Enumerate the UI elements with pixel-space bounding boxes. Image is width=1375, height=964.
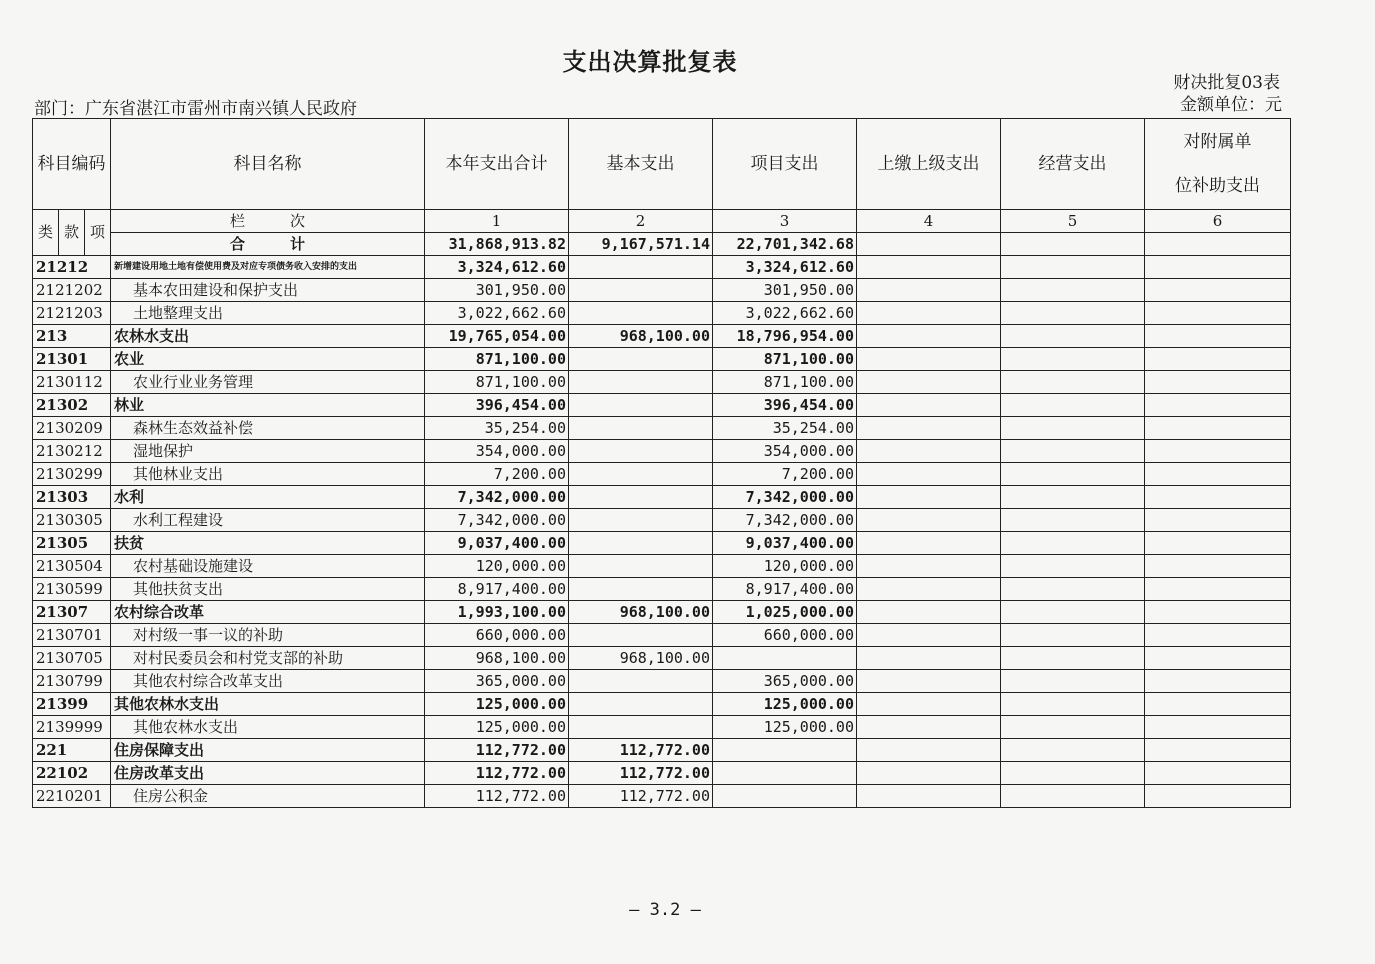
- row-code: 21307: [33, 601, 111, 624]
- row-basic: 968,100.00: [569, 601, 713, 624]
- row-subsidy: [1145, 348, 1291, 371]
- row-project: [713, 762, 857, 785]
- row-code: 2130305: [33, 509, 111, 532]
- row-upper: [857, 785, 1001, 808]
- row-total: 871,100.00: [425, 348, 569, 371]
- row-upper: [857, 325, 1001, 348]
- expenditure-table: [32, 118, 1291, 808]
- row-upper: [857, 394, 1001, 417]
- row-business: [1001, 624, 1145, 647]
- row-total: 354,000.00: [425, 440, 569, 463]
- table-row: [33, 624, 1291, 647]
- row-upper: [857, 601, 1001, 624]
- table-row: [33, 716, 1291, 739]
- row-basic: [569, 624, 713, 647]
- row-basic: [569, 463, 713, 486]
- row-project: 120,000.00: [713, 555, 857, 578]
- row-subsidy: [1145, 256, 1291, 279]
- header-subsidy: [1145, 119, 1291, 210]
- row-upper: [857, 486, 1001, 509]
- row-total: 125,000.00: [425, 716, 569, 739]
- table-row: [33, 279, 1291, 302]
- row-total: 120,000.00: [425, 555, 569, 578]
- row-business: [1001, 348, 1145, 371]
- table-row: [33, 785, 1291, 808]
- row-subsidy: [1145, 302, 1291, 325]
- row-name: 扶贫: [111, 532, 425, 555]
- row-basic: 112,772.00: [569, 785, 713, 808]
- row-upper: [857, 739, 1001, 762]
- row-total: 3,022,662.60: [425, 302, 569, 325]
- row-code: 21302: [33, 394, 111, 417]
- row-name: 农村综合改革: [111, 601, 425, 624]
- row-upper: [857, 670, 1001, 693]
- row-basic: [569, 555, 713, 578]
- row-subsidy: [1145, 532, 1291, 555]
- row-upper: [857, 348, 1001, 371]
- row-total: 19,765,054.00: [425, 325, 569, 348]
- row-upper: [857, 302, 1001, 325]
- row-name: 农村基础设施建设: [111, 555, 425, 578]
- row-basic: 968,100.00: [569, 325, 713, 348]
- row-basic: [569, 716, 713, 739]
- header-kuan: 款: [59, 210, 85, 256]
- row-code: 213: [33, 325, 111, 348]
- table-row: [33, 325, 1291, 348]
- row-upper: [857, 647, 1001, 670]
- table-row: [33, 463, 1291, 486]
- row-upper: [857, 279, 1001, 302]
- row-total: 112,772.00: [425, 785, 569, 808]
- row-code: 21399: [33, 693, 111, 716]
- row-basic: [569, 509, 713, 532]
- table-row: [33, 256, 1291, 279]
- table-row: [33, 348, 1291, 371]
- row-total: 9,037,400.00: [425, 532, 569, 555]
- total-row: [33, 233, 1291, 256]
- row-code: 21305: [33, 532, 111, 555]
- amount-unit-label: 金额单位：元: [1180, 95, 1282, 115]
- row-code: 2130799: [33, 670, 111, 693]
- table-row: [33, 693, 1291, 716]
- table-row: [33, 440, 1291, 463]
- column-number-3: 3: [713, 210, 857, 233]
- row-code: 2130209: [33, 417, 111, 440]
- row-subsidy: [1145, 693, 1291, 716]
- row-subsidy: [1145, 463, 1291, 486]
- row-subsidy: [1145, 371, 1291, 394]
- row-upper: [857, 693, 1001, 716]
- header-lei: 类: [33, 210, 59, 256]
- row-name: 湿地保护: [111, 440, 425, 463]
- table-row: [33, 532, 1291, 555]
- row-name: 住房改革支出: [111, 762, 425, 785]
- header-project: 项目支出: [713, 119, 857, 210]
- row-upper: [857, 532, 1001, 555]
- row-project: 18,796,954.00: [713, 325, 857, 348]
- row-upper: [857, 555, 1001, 578]
- row-total: 301,950.00: [425, 279, 569, 302]
- row-subsidy: [1145, 440, 1291, 463]
- row-business: [1001, 555, 1145, 578]
- table-row: [33, 371, 1291, 394]
- header-subsidy-line2: 位补助支出: [1175, 176, 1260, 196]
- row-subsidy: [1145, 486, 1291, 509]
- row-name: 住房公积金: [111, 785, 425, 808]
- row-business: [1001, 463, 1145, 486]
- row-basic: 112,772.00: [569, 739, 713, 762]
- row-name: 其他农村综合改革支出: [111, 670, 425, 693]
- row-business: [1001, 325, 1145, 348]
- row-business: [1001, 417, 1145, 440]
- row-subsidy: [1145, 716, 1291, 739]
- row-business: [1001, 302, 1145, 325]
- row-total: 7,342,000.00: [425, 486, 569, 509]
- row-project: 125,000.00: [713, 693, 857, 716]
- row-basic: [569, 348, 713, 371]
- header-total: 本年支出合计: [425, 119, 569, 210]
- column-number-row: [33, 210, 1291, 233]
- row-code: 2130212: [33, 440, 111, 463]
- column-number-2: 2: [569, 210, 713, 233]
- row-basic: [569, 532, 713, 555]
- row-code: 21301: [33, 348, 111, 371]
- table-row: [33, 578, 1291, 601]
- department-label: 部门：广东省湛江市雷州市南兴镇人民政府: [34, 99, 357, 119]
- row-basic: [569, 302, 713, 325]
- row-project: 871,100.00: [713, 348, 857, 371]
- row-project: 660,000.00: [713, 624, 857, 647]
- row-subsidy: [1145, 394, 1291, 417]
- row-code: 2121202: [33, 279, 111, 302]
- row-project: 7,342,000.00: [713, 509, 857, 532]
- row-business: [1001, 647, 1145, 670]
- row-business: [1001, 693, 1145, 716]
- total-subsidy: [1145, 233, 1291, 256]
- row-total: 35,254.00: [425, 417, 569, 440]
- column-number-5: 5: [1001, 210, 1145, 233]
- row-basic: [569, 486, 713, 509]
- row-basic: [569, 693, 713, 716]
- row-business: [1001, 371, 1145, 394]
- row-subsidy: [1145, 624, 1291, 647]
- row-subsidy: [1145, 762, 1291, 785]
- row-name: 新增建设用地土地有偿使用费及对应专项债务收入安排的支出: [111, 256, 425, 279]
- row-code: 22102: [33, 762, 111, 785]
- row-basic: [569, 417, 713, 440]
- total-basic: 9,167,571.14: [569, 233, 713, 256]
- header-subsidy-line1: 对附属单: [1183, 132, 1252, 152]
- header-business: 经营支出: [1001, 119, 1145, 210]
- row-subsidy: [1145, 670, 1291, 693]
- total-business: [1001, 233, 1145, 256]
- row-upper: [857, 417, 1001, 440]
- table-row: [33, 509, 1291, 532]
- header-xiang: 项: [85, 210, 111, 256]
- table-header-row: [33, 119, 1291, 210]
- row-subsidy: [1145, 739, 1291, 762]
- row-business: [1001, 394, 1145, 417]
- row-business: [1001, 762, 1145, 785]
- row-total: 968,100.00: [425, 647, 569, 670]
- header-code: 科目编码: [33, 119, 111, 210]
- column-number-label: 栏 次: [111, 210, 425, 233]
- row-name: 农林水支出: [111, 325, 425, 348]
- row-subsidy: [1145, 279, 1291, 302]
- row-name: 其他林业支出: [111, 463, 425, 486]
- row-project: 365,000.00: [713, 670, 857, 693]
- row-business: [1001, 509, 1145, 532]
- table-body: [33, 256, 1291, 808]
- row-name: 其他农林水支出: [111, 716, 425, 739]
- header-upper: 上缴上级支出: [857, 119, 1001, 210]
- row-basic: [569, 371, 713, 394]
- table-row: [33, 417, 1291, 440]
- row-code: 221: [33, 739, 111, 762]
- column-number-1: 1: [425, 210, 569, 233]
- row-basic: [569, 440, 713, 463]
- row-subsidy: [1145, 417, 1291, 440]
- page-number: — 3.2 —: [629, 900, 701, 920]
- row-project: 301,950.00: [713, 279, 857, 302]
- row-business: [1001, 279, 1145, 302]
- row-code: 21212: [33, 256, 111, 279]
- row-project: [713, 739, 857, 762]
- row-project: [713, 785, 857, 808]
- row-business: [1001, 486, 1145, 509]
- row-name: 农业行业业务管理: [111, 371, 425, 394]
- row-code: 2210201: [33, 785, 111, 808]
- row-project: 396,454.00: [713, 394, 857, 417]
- row-name: 其他扶贫支出: [111, 578, 425, 601]
- row-total: 112,772.00: [425, 762, 569, 785]
- table-row: [33, 486, 1291, 509]
- row-basic: [569, 279, 713, 302]
- row-basic: [569, 394, 713, 417]
- header-basic: 基本支出: [569, 119, 713, 210]
- row-subsidy: [1145, 325, 1291, 348]
- row-code: 2130705: [33, 647, 111, 670]
- row-upper: [857, 509, 1001, 532]
- row-business: [1001, 256, 1145, 279]
- table-row: [33, 302, 1291, 325]
- row-name: 住房保障支出: [111, 739, 425, 762]
- row-upper: [857, 440, 1001, 463]
- row-project: 354,000.00: [713, 440, 857, 463]
- row-name: 其他农林水支出: [111, 693, 425, 716]
- row-upper: [857, 371, 1001, 394]
- row-project: 125,000.00: [713, 716, 857, 739]
- total-upper: [857, 233, 1001, 256]
- row-basic: [569, 670, 713, 693]
- row-code: 2121203: [33, 302, 111, 325]
- row-code: 21303: [33, 486, 111, 509]
- row-business: [1001, 440, 1145, 463]
- row-name: 水利: [111, 486, 425, 509]
- row-total: 660,000.00: [425, 624, 569, 647]
- table-row: [33, 555, 1291, 578]
- row-name: 农业: [111, 348, 425, 371]
- row-business: [1001, 578, 1145, 601]
- row-name: 森林生态效益补偿: [111, 417, 425, 440]
- row-total: 125,000.00: [425, 693, 569, 716]
- row-name: 林业: [111, 394, 425, 417]
- row-subsidy: [1145, 555, 1291, 578]
- row-total: 3,324,612.60: [425, 256, 569, 279]
- form-number: 财决批复03表: [1173, 73, 1280, 93]
- column-number-4: 4: [857, 210, 1001, 233]
- row-project: 3,324,612.60: [713, 256, 857, 279]
- row-code: 2130599: [33, 578, 111, 601]
- row-total: 7,342,000.00: [425, 509, 569, 532]
- row-upper: [857, 762, 1001, 785]
- row-upper: [857, 463, 1001, 486]
- row-project: 7,200.00: [713, 463, 857, 486]
- row-project: 871,100.00: [713, 371, 857, 394]
- total-project: 22,701,342.68: [713, 233, 857, 256]
- row-basic: 968,100.00: [569, 647, 713, 670]
- row-project: [713, 647, 857, 670]
- row-name: 水利工程建设: [111, 509, 425, 532]
- row-code: 2130112: [33, 371, 111, 394]
- row-code: 2130701: [33, 624, 111, 647]
- row-total: 112,772.00: [425, 739, 569, 762]
- row-total: 365,000.00: [425, 670, 569, 693]
- row-upper: [857, 624, 1001, 647]
- row-code: 2130299: [33, 463, 111, 486]
- table-row: [33, 601, 1291, 624]
- row-subsidy: [1145, 509, 1291, 532]
- row-upper: [857, 716, 1001, 739]
- row-code: 2130504: [33, 555, 111, 578]
- total-label: 合 计: [111, 233, 425, 256]
- row-subsidy: [1145, 647, 1291, 670]
- row-project: 35,254.00: [713, 417, 857, 440]
- row-subsidy: [1145, 578, 1291, 601]
- row-business: [1001, 670, 1145, 693]
- table-row: [33, 670, 1291, 693]
- table-row: [33, 762, 1291, 785]
- row-business: [1001, 739, 1145, 762]
- row-basic: [569, 578, 713, 601]
- row-basic: [569, 256, 713, 279]
- row-total: 1,993,100.00: [425, 601, 569, 624]
- row-project: 7,342,000.00: [713, 486, 857, 509]
- page-title: 支出决算批复表: [562, 48, 738, 76]
- header-name: 科目名称: [111, 119, 425, 210]
- row-project: 8,917,400.00: [713, 578, 857, 601]
- row-name: 土地整理支出: [111, 302, 425, 325]
- row-project: 1,025,000.00: [713, 601, 857, 624]
- row-total: 396,454.00: [425, 394, 569, 417]
- table-row: [33, 739, 1291, 762]
- row-project: 3,022,662.60: [713, 302, 857, 325]
- row-total: 7,200.00: [425, 463, 569, 486]
- row-upper: [857, 578, 1001, 601]
- row-subsidy: [1145, 601, 1291, 624]
- row-code: 2139999: [33, 716, 111, 739]
- row-project: 9,037,400.00: [713, 532, 857, 555]
- row-subsidy: [1145, 785, 1291, 808]
- row-upper: [857, 256, 1001, 279]
- row-name: 对村民委员会和村党支部的补助: [111, 647, 425, 670]
- row-total: 871,100.00: [425, 371, 569, 394]
- row-business: [1001, 716, 1145, 739]
- table-row: [33, 647, 1291, 670]
- table-row: [33, 394, 1291, 417]
- row-total: 8,917,400.00: [425, 578, 569, 601]
- row-basic: 112,772.00: [569, 762, 713, 785]
- row-business: [1001, 785, 1145, 808]
- row-name: 对村级一事一议的补助: [111, 624, 425, 647]
- column-number-6: 6: [1145, 210, 1291, 233]
- row-business: [1001, 532, 1145, 555]
- row-name: 基本农田建设和保护支出: [111, 279, 425, 302]
- total-amount: 31,868,913.82: [425, 233, 569, 256]
- row-business: [1001, 601, 1145, 624]
